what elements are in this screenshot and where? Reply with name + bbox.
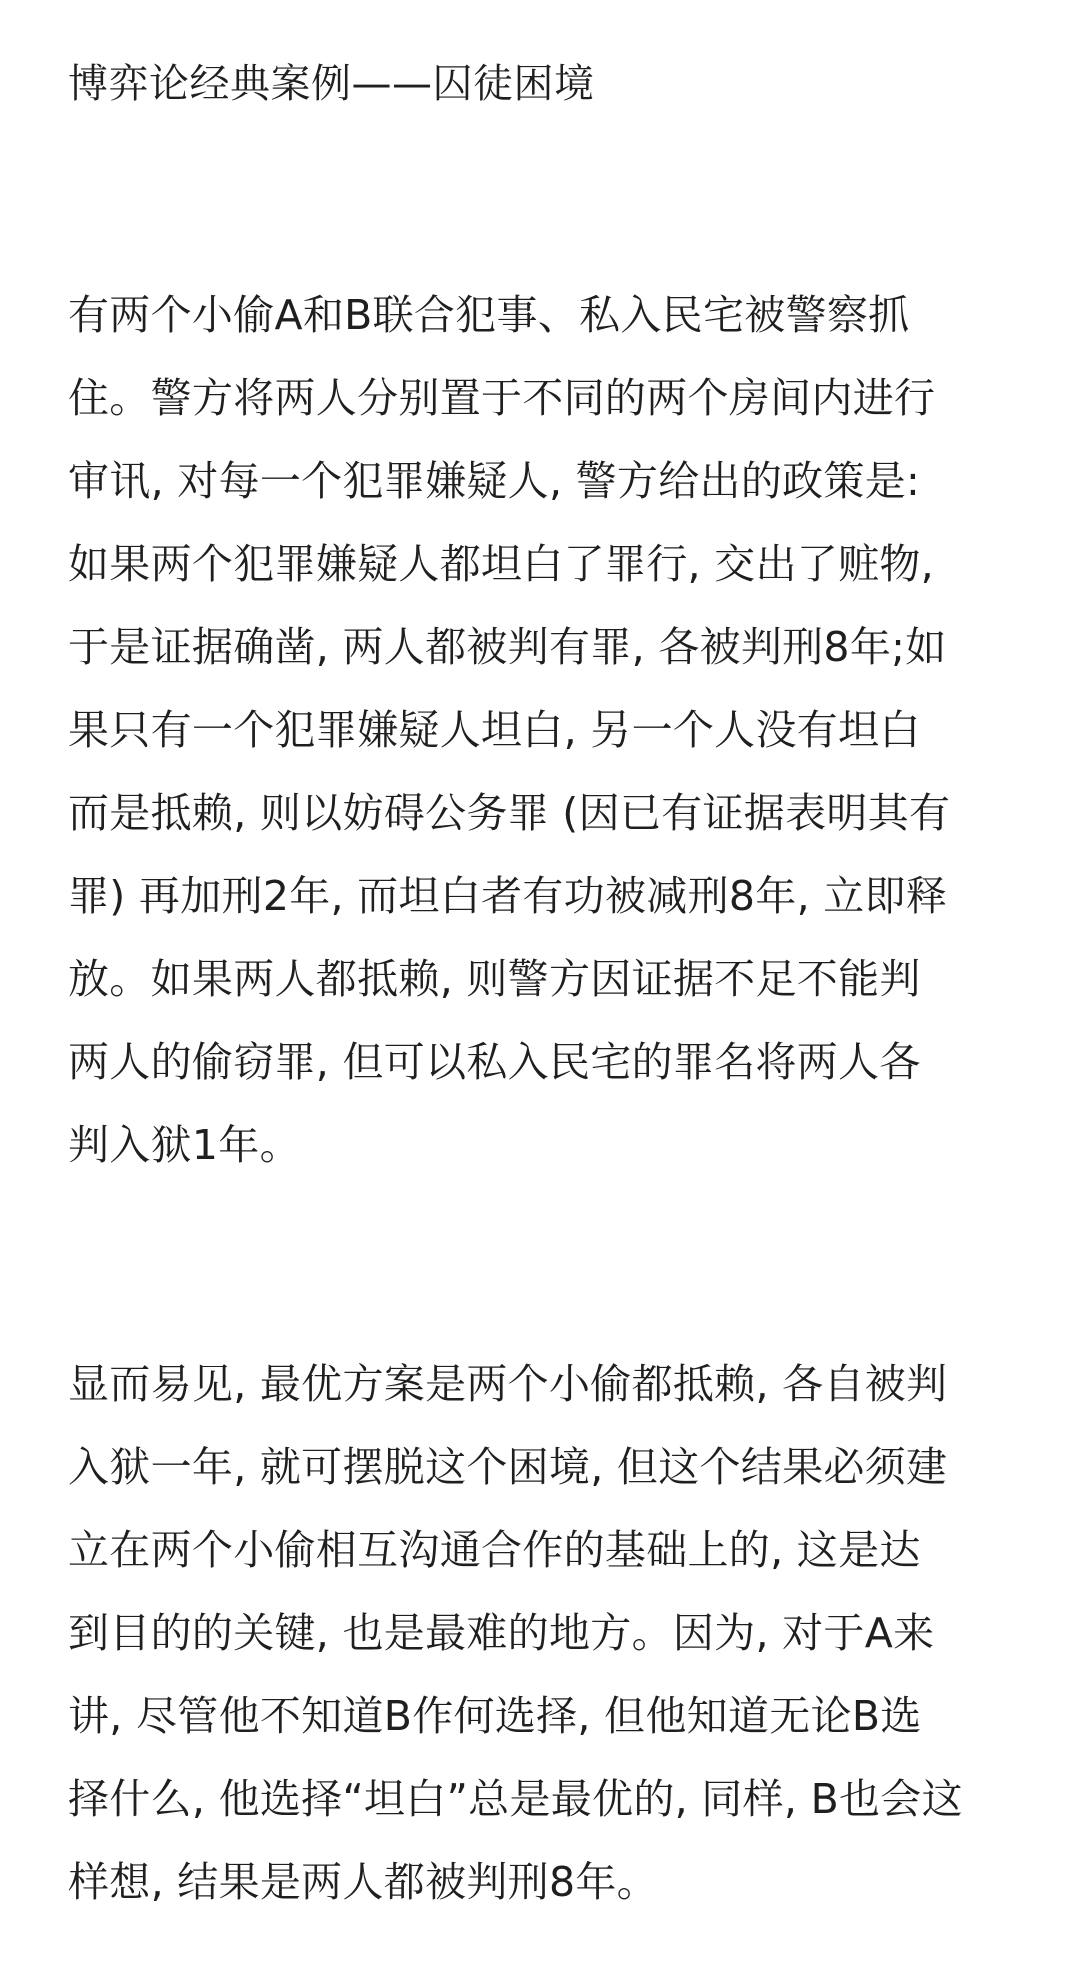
text-line: 果只有一个犯罪嫌疑人坦白, 另一个人没有坦白 (68, 706, 921, 754)
paragraph-1 (68, 274, 1028, 1187)
paragraph-2 (68, 1343, 1028, 1924)
text-line: 入狱一年, 就可摆脱这个困境, 但这个结果必须建 (68, 1443, 948, 1491)
text-line: 于是证据确凿, 两人都被判有罪, 各被判刑8年;如 (68, 623, 947, 671)
text-line: 有两个小偷A和B联合犯事、私入民宅被警察抓 (68, 291, 910, 339)
text-line: 显而易见, 最优方案是两个小偷都抵赖, 各自被判 (68, 1360, 948, 1408)
text-line: 放。如果两人都抵赖, 则警方因证据不足不能判 (68, 955, 921, 1003)
text-line: 讲, 尽管他不知道B作何选择, 但他知道无论B选 (68, 1692, 922, 1740)
text-line: 审讯, 对每一个犯罪嫌疑人, 警方给出的政策是: (68, 457, 921, 505)
text-line: 立在两个小偷相互沟通合作的基础上的, 这是达 (68, 1526, 921, 1574)
text-line: 两人的偷窃罪, 但可以私入民宅的罪名将两人各 (68, 1038, 921, 1086)
text-line: 择什么, 他选择“坦白”总是最优的, 同样, B也会这 (68, 1775, 963, 1823)
text-line: 如果两个犯罪嫌疑人都坦白了罪行, 交出了赃物, (68, 540, 934, 588)
text-line: 住。警方将两人分别置于不同的两个房间内进行 (68, 374, 936, 422)
text-line: 罪) 再加刑2年, 而坦白者有功被减刑8年, 立即释 (68, 872, 948, 920)
text-line: 而是抵赖, 则以妨碍公务罪 (因已有证据表明其有 (68, 789, 951, 837)
text-line: 判入狱1年。 (68, 1121, 301, 1169)
text-line: 到目的的关键, 也是最难的地方。因为, 对于A来 (68, 1609, 935, 1657)
text-line: 样想, 结果是两人都被判刑8年。 (68, 1858, 658, 1906)
article-title: 博弈论经典案例——囚徒困境 (68, 61, 595, 107)
